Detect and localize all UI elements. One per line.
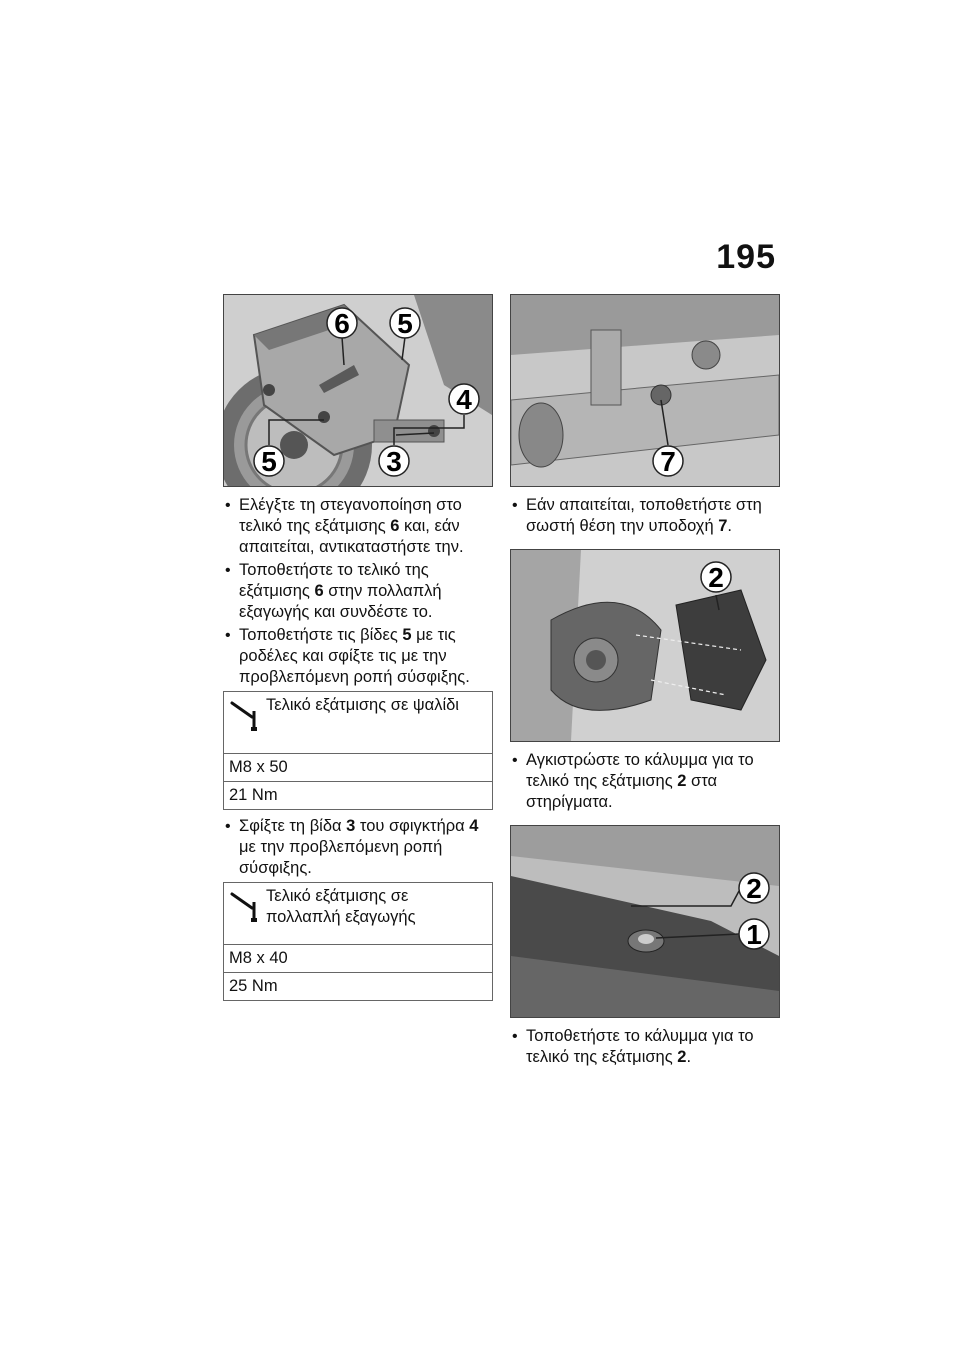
torque-spec-row: M8 x 50: [224, 754, 492, 782]
page-number: 195: [716, 238, 776, 276]
torque-spec-header: [224, 692, 492, 754]
callout-4: 4: [456, 384, 472, 415]
instruction-item: • Εάν απαιτείται, τοποθετήστε στη σωστή θέση την υποδοχή 7.: [510, 495, 780, 537]
exhaust-silencer-figure: [223, 294, 493, 487]
torque-wrench-icon: [230, 699, 262, 733]
exhaust-cover-hook-illustration: [511, 550, 779, 741]
torque-spec-row: M8 x 40: [224, 945, 492, 973]
exhaust-silencer-illustration: [224, 295, 492, 486]
torque-spec-row: 21 Nm: [229, 786, 278, 804]
instruction-item: • Σφίξτε τη βίδα 3 του σφιγκτήρα 4 με την προβλεπόμενη ροπή σύσφιξης.: [223, 816, 493, 879]
exhaust-cover-fitted-figure: [510, 825, 780, 1018]
instruction-item: • Αγκιστρώστε το κάλυμμα για το τελικό της εξάτμισης 2 στα στηρίγματα.: [510, 750, 780, 813]
exhaust-cover-hook-figure: [510, 549, 780, 742]
torque-spec-header: [224, 883, 492, 945]
callout-5b: 5: [261, 446, 277, 477]
instruction-list-2: [223, 816, 493, 879]
exhaust-mount-illustration: [511, 295, 779, 486]
exhaust-cover-fitted-illustration: [511, 826, 779, 1017]
instruction-list-5: [510, 1026, 780, 1068]
callout-1: 1: [746, 919, 762, 950]
torque-wrench-icon: [230, 890, 262, 924]
right-column: [510, 294, 780, 1070]
torque-spec-row: 25 Nm: [229, 977, 278, 995]
instruction-item: • Τοποθετήστε τις βίδες 5 με τις ροδέλες και σφίξτε τις με την προβλεπόμενη ροπή σύσφιξης.: [223, 625, 493, 688]
instruction-item: • Τοποθετήστε το κάλυμμα για το τελικό της εξάτμισης 2.: [510, 1026, 780, 1068]
callout-7: 7: [660, 446, 676, 477]
instruction-item: • Τοποθετήστε το τελικό της εξάτμισης 6 στην πολλαπλή εξαγωγής και συνδέστε το.: [223, 560, 493, 623]
callout-5: 5: [397, 308, 413, 339]
instruction-item: • Ελέγξτε τη στεγανοποίηση στο τελικό της εξάτμισης 6 και, εάν απαιτείται, αντικαταστήστε την.: [223, 495, 493, 558]
callout-2b: 2: [746, 873, 762, 904]
torque-spec-table-1: [223, 691, 493, 810]
instruction-list-4: [510, 750, 780, 813]
torque-spec-table-2: [223, 882, 493, 1001]
instruction-list-3: [510, 495, 780, 537]
callout-6: 6: [334, 308, 350, 339]
left-column: [223, 294, 493, 1007]
instruction-list-1: [223, 495, 493, 688]
torque-spec-title: Τελικό εξάτμισης σε πολλαπλή εξαγωγής: [266, 887, 416, 926]
callout-2: 2: [708, 562, 724, 593]
torque-spec-title: Τελικό εξάτμισης σε ψαλίδι: [266, 696, 459, 714]
callout-3: 3: [386, 446, 402, 477]
exhaust-mount-figure: [510, 294, 780, 487]
